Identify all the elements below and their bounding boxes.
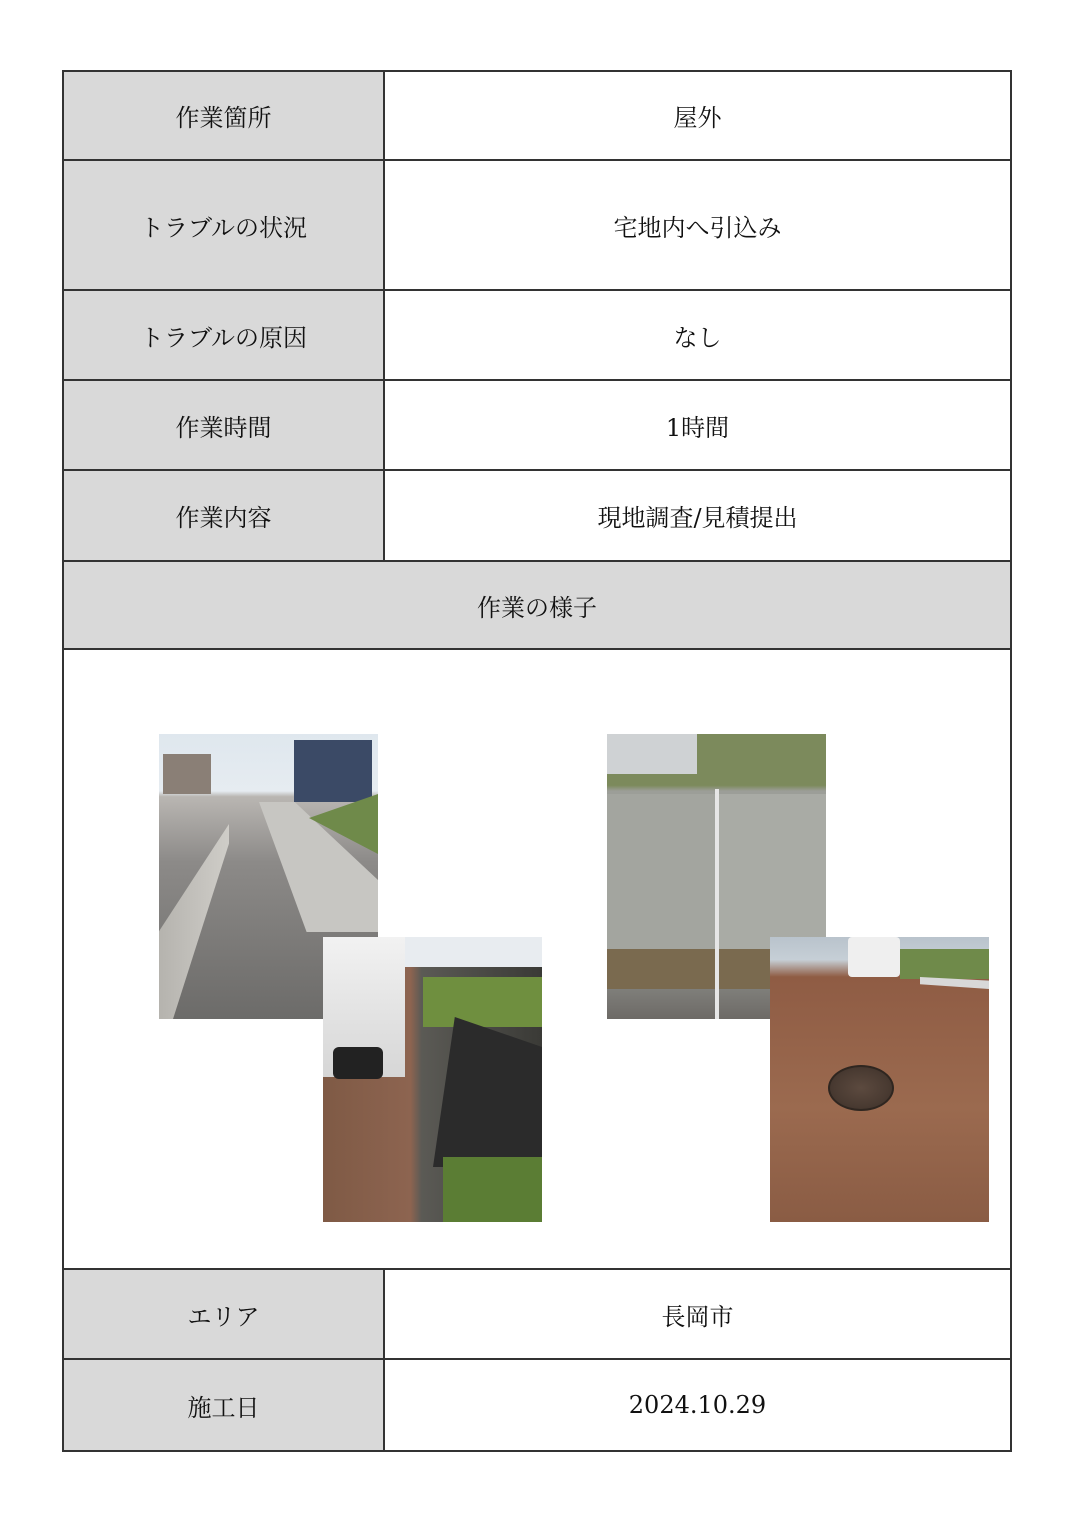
label-trouble-status: トラブルの状況 [64, 161, 385, 289]
photo-car-garden-path [323, 937, 542, 1222]
label-work-content: 作業内容 [64, 471, 385, 560]
label-work-time: 作業時間 [64, 381, 385, 469]
label-work-location: 作業箇所 [64, 72, 385, 159]
value-construction-date: 2024.10.29 [385, 1360, 1010, 1450]
row-trouble-cause [64, 291, 1010, 381]
section-work-photos-title: 作業の様子 [64, 562, 1010, 650]
value-work-content: 現地調査/見積提出 [385, 471, 1010, 560]
label-area: エリア [64, 1270, 385, 1358]
work-photos [64, 650, 1010, 1270]
value-trouble-cause: なし [385, 291, 1010, 379]
label-construction-date: 施工日 [64, 1360, 385, 1450]
row-trouble-status [64, 161, 1010, 291]
row-area [64, 1270, 1010, 1360]
value-work-location: 屋外 [385, 72, 1010, 159]
label-trouble-cause: トラブルの原因 [64, 291, 385, 379]
row-work-location [64, 72, 1010, 161]
row-construction-date [64, 1360, 1010, 1450]
value-area: 長岡市 [385, 1270, 1010, 1358]
value-work-time: 1時間 [385, 381, 1010, 469]
photo-road-manhole [770, 937, 989, 1222]
row-work-content [64, 471, 1010, 562]
row-work-time [64, 381, 1010, 471]
work-report-table [62, 70, 1012, 1452]
value-trouble-status: 宅地内へ引込み [385, 161, 1010, 289]
